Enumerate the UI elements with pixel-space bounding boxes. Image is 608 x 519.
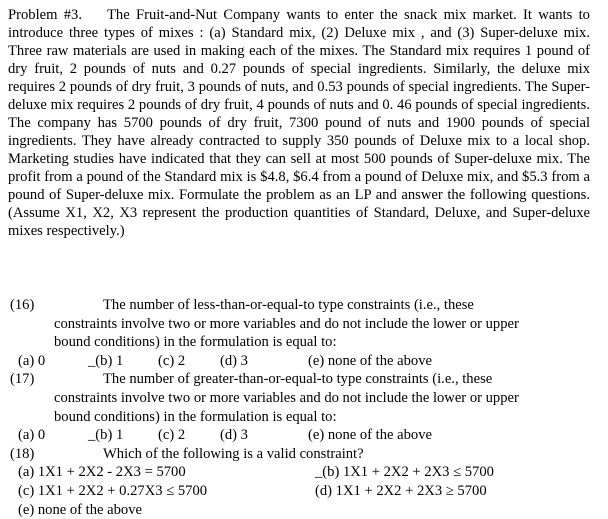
question-16-options [8,352,598,371]
option-e: (e) none of the above [18,501,142,518]
option-c: (c) 1X1 + 2X2 + 0.27X3 ≤ 5700 [18,482,208,499]
option-e: (e) none of the above [308,352,432,369]
option-b: _(b) 1X1 + 2X2 + 2X3 ≤ 5700 [315,464,494,481]
questions-section [8,296,598,519]
question-18-choices-row-1 [8,463,598,482]
question-text: The number of greater-than-or-equal-to type constraints (i.e., these [103,371,493,388]
option-d: (d) 3 [220,352,248,369]
option-c: (c) 2 [158,427,186,444]
question-16-line-1 [8,296,598,315]
question-16-line-2: constraints involve two or more variables and do not include the lower or upper [54,315,519,332]
option-a: (a) 0 [18,427,46,444]
question-17-line-1 [8,370,598,389]
question-number: (16) [10,297,35,313]
option-e: (e) none of the above [308,427,432,444]
option-b: _(b) 1 [88,352,124,369]
option-b: _(b) 1 [88,427,124,444]
question-number: (17) [10,371,35,388]
problem-statement [8,6,590,240]
option-d: (d) 1X1 + 2X2 + 2X3 ≥ 5700 [315,482,487,499]
question-18-choices-row-3 [8,501,598,519]
question-17-options [8,426,598,445]
question-text: Which of the following is a valid constraint? [103,445,364,462]
option-c: (c) 2 [158,352,186,369]
question-18-choices-row-2 [8,482,598,501]
question-text: The number of less-than-or-equal-to type constraints (i.e., these [103,297,474,313]
question-18-line-1 [8,445,598,464]
question-16-line-3: bound conditions) in the formulation is equal to: [54,334,337,351]
question-17-line-2: constraints involve two or more variables and do not include the lower or upper [54,389,519,406]
question-number: (18) [10,445,35,462]
problem-heading: Problem #3. [8,7,83,23]
problem-text: The Fruit-and-Nut Company wants to enter the snack mix market. It wants to introduce three types of mixes : (a) Standard mix, (2) Deluxe mix , and (3) Super-deluxe mix. Three raw materials are used in making each of the mixes. The Standard mix requires 1 pound of dry fruit, 2 pounds of nuts and 0.27 pounds of special ingredients. Similarly, the deluxe mix requires 2 pounds of dry fruit, 3 pounds of nuts, and 0.53 pounds of special ingredients. The Super-deluxe mix requires 2 pounds of dry fruit, 4 pounds of nuts and 0. 46 pounds of special ingredients. The company has 5700 pounds of dry fruit, 7300 pound of nuts and 1900 pounds of special ingredients. They have already contracted to supply 350 pounds of Deluxe mix to a local shop. Marketing studies have indicated that they can sell at most 500 pounds of Super-deluxe mix. The profit from a pound of the Standard mix is $4.8, $6.4 from a pound of Deluxe mix, and $5.3 from a pound of Super-deluxe mix. Formulate the problem as an LP and answer the following questions. (Assume X1, X2, X3 represent the production quantities of Standard, Deluxe, and Super-deluxe mixes respectively.) [8,7,590,239]
question-17-line-3: bound conditions) in the formulation is equal to: [54,408,337,425]
option-a: (a) 1X1 + 2X2 - 2X3 = 5700 [18,464,186,481]
option-d: (d) 3 [220,427,248,444]
option-a: (a) 0 [18,352,46,369]
